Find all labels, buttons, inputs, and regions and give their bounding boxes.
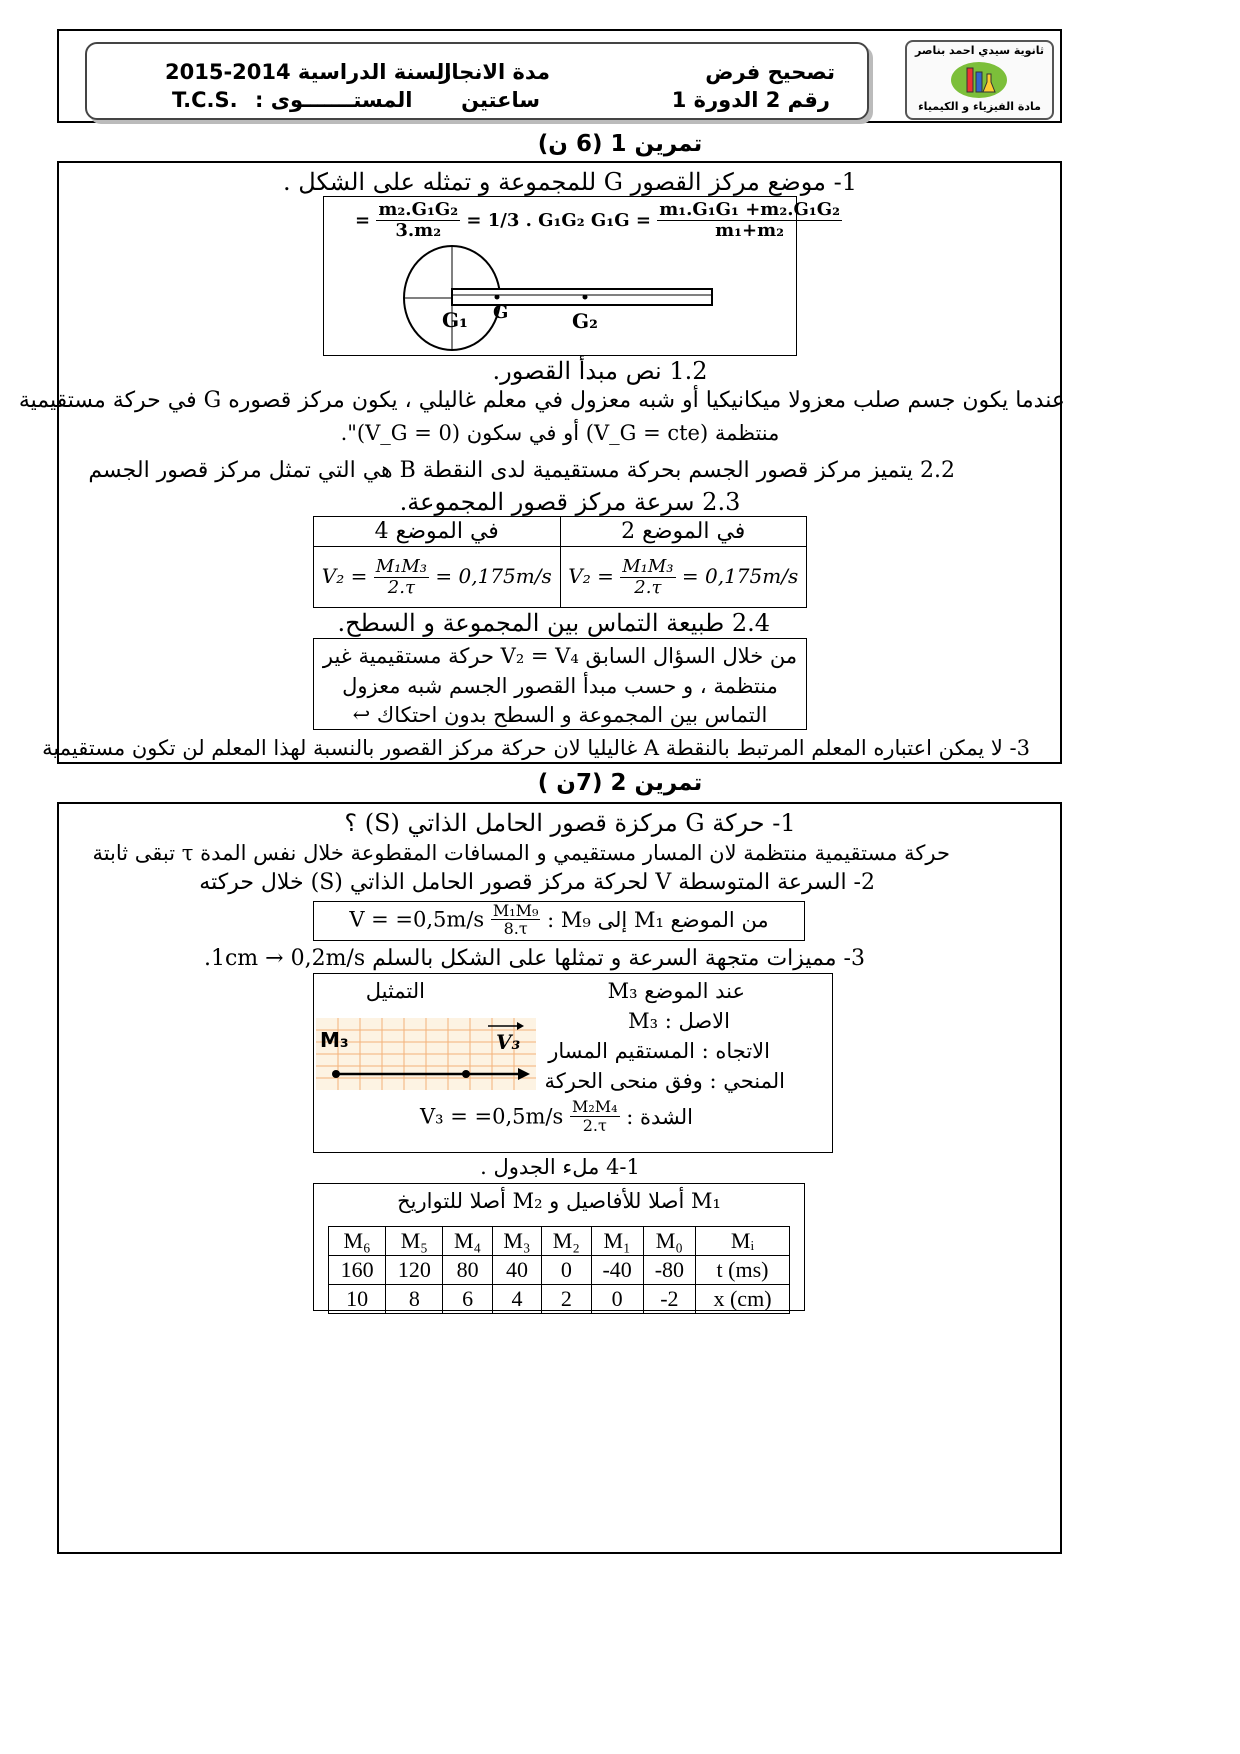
t-m3: 40 — [492, 1256, 541, 1285]
exercise2-title: تمرين 2 (7ن ) — [537, 770, 703, 796]
avg-speed-frac-num: M₁M₉ — [492, 901, 539, 920]
disc-and-rod-diagram — [400, 244, 720, 354]
formula-mid: 1/3 . G₁G₂ G₁G — [487, 210, 630, 231]
ex1-q1: 1- موضع مركز القصور G للمجموعة و تمثله على الشكل . — [283, 168, 857, 196]
contact-line1: من خلال السؤال السابق V₂ = V₄ حركة مستقيمية غير — [322, 644, 798, 668]
x-m2: 2 — [542, 1285, 591, 1314]
hdr-mi: Mᵢ — [696, 1227, 790, 1256]
principle-line1: عندما يكون جسم صلب معزولا ميكانيكيا أو شبه معزول في معلم غاليلي ، يكون مركز قصوره G في حركة مستقيمية — [18, 388, 1065, 413]
principle-line2: منتظمة (V_G = cte) أو في سكون (V_G = 0)". — [340, 421, 780, 445]
t-label: t (ms) — [696, 1256, 790, 1285]
v-formula-pos4: V₂ = — [321, 563, 368, 588]
vec-magnitude-frac-num: M₂M₄ — [571, 1097, 618, 1116]
fig-label-m3: M₃ — [320, 1028, 349, 1052]
t-m5: 120 — [386, 1256, 443, 1285]
avg-speed-result: V = =0,5m/s — [349, 907, 485, 932]
title-line2: رقم 2 الدورة 1 — [671, 88, 830, 112]
level-value: T.C.S. — [172, 88, 238, 112]
frac-den-pos2: 2.τ — [634, 576, 662, 598]
ex2-q1-answer: حركة مستقيمية منتظمة لان المسار مستقيمي و المسافات المقطوعة خلال نفس المدة τ تبقى ثابتة — [92, 841, 950, 865]
level-label: المستـــــــوى : — [255, 88, 413, 112]
label-g: G — [493, 302, 509, 323]
com-formula: = $\frac{\text{m₂.G₁G₂}}{\text{3.m₂}}$ = 1/3 . G₁G₂ G₁G = $\frac{\text{m₁.G₁G₁ +m₂.G₁G₂}}{\text{m₁+m₂}}$ — [355, 199, 840, 241]
frac-num-pos2: M₁M₃ — [622, 555, 674, 577]
year-line: السنة الدراسية 2014-2015 — [165, 60, 452, 84]
school-name: ثانوية سيدي احمد بناصر — [915, 44, 1044, 57]
fig-label-v3: V₃ — [496, 1030, 521, 1054]
school-subject: مادة الفيزياء و الكيمياء — [918, 100, 1041, 113]
frac-den-pos4: 2.τ — [387, 576, 415, 598]
t-m4: 80 — [443, 1256, 492, 1285]
hdr-m0: M₀ — [643, 1227, 695, 1256]
vec-sense: المنحي : وفق منحى الحركة — [544, 1069, 785, 1093]
x-m4: 6 — [443, 1285, 492, 1314]
result-pos4: = 0,175m/s — [435, 563, 552, 588]
t-m2: 0 — [542, 1256, 591, 1285]
ex2-q1: 1- حركة G مركزة قصور الحامل الذاتي (S) ؟ — [344, 809, 796, 837]
label-g1: G₁ — [442, 308, 468, 332]
vec-representation: التمثيل — [365, 979, 425, 1003]
hdr-m5: M₅ — [386, 1227, 443, 1256]
label-g2: G₂ — [572, 309, 598, 333]
formula-right-den: m₁+m₂ — [715, 220, 785, 241]
formula-left-den: 3.m₂ — [395, 220, 442, 241]
ex1-q3: 3- لا يمكن اعتباره المعلم المرتبط بالنقطة A غاليليا لان حركة مركز القصور بالنسبة لهذا المعلم لن تكون مستقيمية — [42, 736, 1030, 760]
x-label: x (cm) — [696, 1285, 790, 1314]
x-m3: 4 — [492, 1285, 541, 1314]
x-m0: -2 — [643, 1285, 695, 1314]
t-m0: -80 — [643, 1256, 695, 1285]
col-pos4: في الموضع 4 — [314, 517, 561, 547]
table-header-row — [329, 1227, 790, 1256]
title-line1: تصحيح فرض — [705, 60, 835, 84]
hdr-m6: M₆ — [329, 1227, 386, 1256]
table-caption: M₁ أصلا للأفاصيل و M₂ أصلا للتواريخ — [397, 1189, 721, 1213]
x-m1: 0 — [591, 1285, 643, 1314]
vec-origin: الاصل : M₃ — [628, 1009, 730, 1033]
vec-at-position: عند الموضع M₃ — [607, 979, 745, 1003]
hdr-m2: M₂ — [542, 1227, 591, 1256]
vec-magnitude-label: الشدة : — [626, 1104, 694, 1129]
hdr-m3: M₃ — [492, 1227, 541, 1256]
ex1-q1-2: 1.2 نص مبدأ القصور. — [492, 357, 708, 385]
contact-line3: التماس بين المجموعة و السطح بدون احتكاك ↩ — [352, 703, 768, 727]
ex1-q2-4: 2.4 طبيعة التماس بين المجموعة و السطح. — [337, 609, 770, 637]
table-row-time — [329, 1256, 790, 1285]
speed-table — [313, 516, 807, 608]
positions-table — [328, 1226, 790, 1314]
vec-magnitude-result: V₃ = =0,5m/s — [420, 1104, 564, 1129]
avg-speed-frac-den: 8.τ — [503, 919, 528, 938]
formula-left-num: m₂.G₁G₂ — [378, 199, 459, 220]
velocity-grid-figure — [316, 1018, 536, 1090]
t-m1: -40 — [591, 1256, 643, 1285]
result-pos2: = 0,175m/s — [681, 563, 799, 588]
formula-right-num: m₁.G₁G₁ +m₂.G₁G₂ — [659, 199, 840, 220]
ex1-q2-2: 2.2 يتميز مركز قصور الجسم بحركة مستقيمية لدى النقطة B هي التي تمثل مركز قصور الجسم — [88, 458, 955, 483]
avg-speed-prefix: من الموضع M₁ إلى M₉ : — [547, 907, 769, 932]
vec-direction: الاتجاه : المستقيم المسار — [548, 1039, 770, 1063]
hdr-m1: M₁ — [591, 1227, 643, 1256]
hdr-m4: M₄ — [443, 1227, 492, 1256]
x-m5: 8 — [386, 1285, 443, 1314]
vec-magnitude-frac-den: 2.τ — [582, 1116, 607, 1135]
vector-arrow-icon — [486, 1020, 526, 1032]
duration-label: مدة الانجاز — [439, 60, 550, 84]
ex2-q3: 3- مميزات متجهة السرعة و تمثلها على الشكل بالسلم 1cm → 0,2m/s. — [203, 946, 865, 971]
avg-speed-answer — [318, 902, 800, 940]
contact-line2: منتظمة ، و حسب مبدأ القصور الجسم شبه معزول — [342, 674, 778, 698]
duration-value: ساعتين — [461, 88, 540, 112]
ex2-q4: 4-1 ملء الجدول . — [480, 1155, 640, 1179]
t-m6: 160 — [329, 1256, 386, 1285]
col-pos2: في الموضع 2 — [560, 517, 807, 547]
exercise1-title: تمرين 1 (6 ن) — [537, 131, 703, 157]
table-row-position — [329, 1285, 790, 1314]
ex2-q2: 2- السرعة المتوسطة V لحركة مركز قصور الحامل الذاتي (S) خلال حركته — [199, 870, 875, 895]
lab-flask-icon — [949, 58, 1009, 100]
ex1-q2-3: 2.3 سرعة مركز قصور المجموعة. — [399, 488, 741, 516]
v-formula-pos2: V₂ = — [568, 563, 614, 588]
vec-magnitude — [420, 1097, 694, 1144]
school-logo — [905, 40, 1054, 120]
x-m6: 10 — [329, 1285, 386, 1314]
frac-num-pos4: M₁M₃ — [375, 555, 428, 577]
